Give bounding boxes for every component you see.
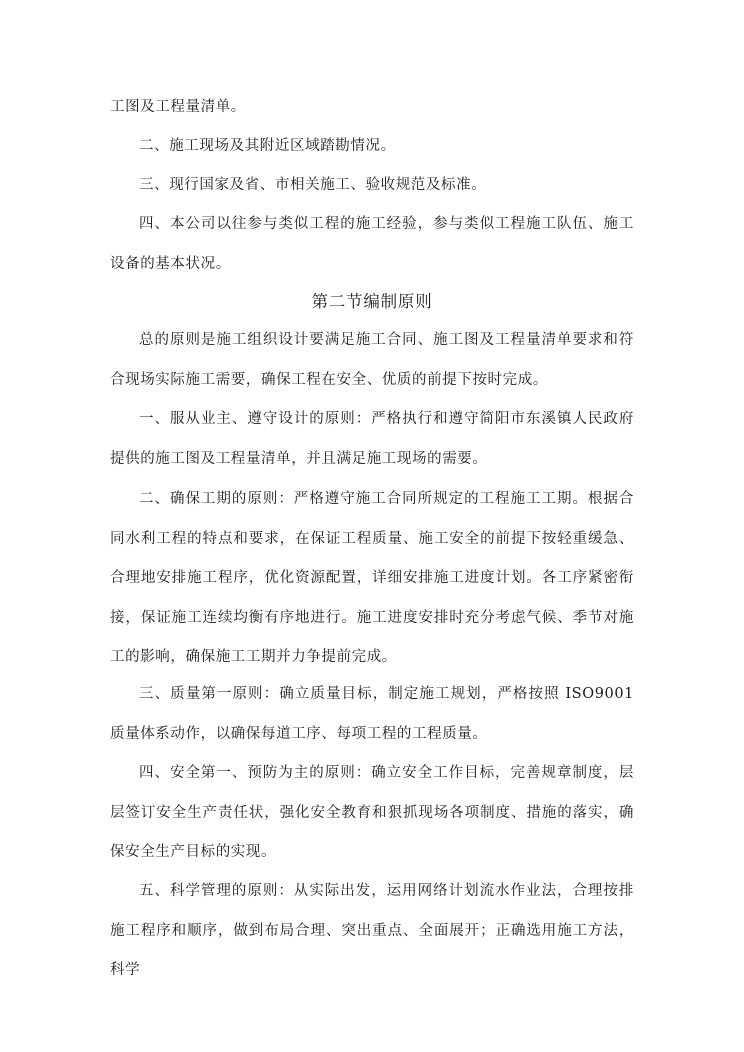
paragraph-schedule: 二、确保工期的原则：严格遵守施工合同所规定的工程施工工期。根据合同水利工程的特点和要求，在保证工程质量、施工安全的前提下按轻重缓急、合理地安排施工程序，优化资源配置，详细安排施工进度计划。各工序紧密衔接，保证施工连续均衡有序地进行。施工进度安排时充分考虑气候、季节对施工的影响，确保施工工期并力争提前完成。 <box>110 491 634 665</box>
paragraph-management: 五、科学管理的原则：从实际出发，运用网络计划流水作业法，合理按排施工程序和顺序，做到布局合理、突出重点、全面展开；正确选用施工方法，科学 <box>110 883 634 978</box>
paragraph-obey-design: 一、服从业主、遵守设计的原则：严格执行和遵守简阳市东溪镇人民政府提供的施工图及工程量清单，并且满足施工现场的需要。 <box>110 411 634 467</box>
paragraph-continuation: 工图及工程量清单。 <box>110 99 246 115</box>
paragraph-site-survey: 二、施工现场及其附近区域踏勘情况。 <box>139 138 396 154</box>
paragraph-quality: 三、质量第一原则：确立质量目标，制定施工规划，严格按照 ISO9001 质量体系动作，以确保每道工序、每项工程的工程质量。 <box>110 686 634 742</box>
paragraph-standards: 三、现行国家及省、市相关施工、验收规范及标准。 <box>139 177 487 193</box>
section-heading: 第二节编制原则 <box>311 292 433 311</box>
paragraph-experience: 四、本公司以往参与类似工程的施工经验，参与类似工程施工队伍、施工设备的基本状况。 <box>110 216 634 272</box>
paragraph-general-principle: 总的原则是施工组织设计要满足施工合同、施工图及工程量清单要求和符合现场实际施工需要，确保工程在安全、优质的前提下按时完成。 <box>110 332 634 388</box>
paragraph-safety: 四、安全第一、预防为主的原则：确立安全工作目标，完善规章制度，层层签订安全生产责任状，强化安全教育和狠抓现场各项制度、措施的落实，确保安全生产目标的实现。 <box>110 765 634 860</box>
